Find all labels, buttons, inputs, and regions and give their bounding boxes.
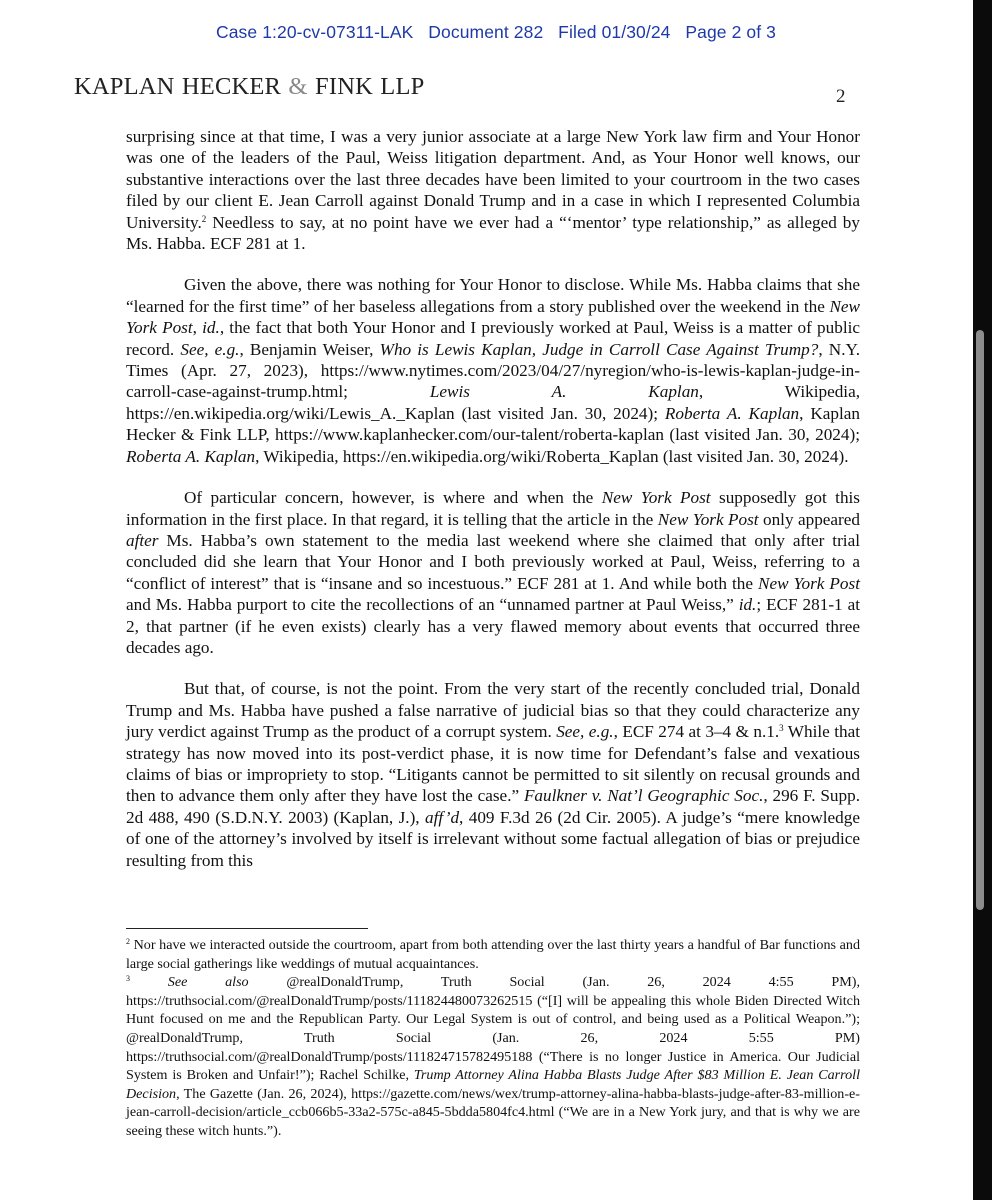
paragraph-3: Of particular concern, however, is where and when the New York Post supposedly got this information in the first place. In that regard, it is telling that the article in the New York Post only appeared after Ms. Habba’s own statement to the media last weekend where she claimed that only after trial concluded did she learn that Your Honor and I both previously worked at Paul, Weiss, referring to a “conflict of interest” that is “insane and so incestuous.” ECF 281 at 1. And while both the New York Post and Ms. Habba purport to cite the recollections of an “unnamed partner at Paul Weiss,” id.; ECF 281-1 at 2, that partner (if he even exists) clearly has a very flawed memory about events that occurred three decades ago.: [126, 488, 860, 657]
footnotes: [126, 936, 860, 1141]
letter-body: [126, 126, 860, 891]
firm-name-part-2: FINK LLP: [315, 73, 425, 100]
paragraph-1: surprising since at that time, I was a very junior associate at a large New York law firm and Your Honor was one of the leaders of the Paul, Weiss litigation department. And, as Your Honor well knows, our substantive interactions over the last three decades have been limited to your courtroom in the two cases filed by our client E. Jean Carroll against Donald Trump and in a case in which I represented Columbia University.$^2$ Needless to say, at no point have we ever had a “‘mentor’ type relationship,” as alleged by Ms. Habba. ECF 281 at 1.: [126, 127, 860, 254]
firm-ampersand: &: [288, 73, 308, 100]
footnote-ref-2: 2: [201, 213, 207, 224]
paragraph-2: Given the above, there was nothing for Your Honor to disclose. While Ms. Habba claims that she “learned for the first time” of her baseless allegations from a story published over the weekend in the New York Post, id., the fact that both Your Honor and I previously worked at Paul, Weiss is a matter of public record. See, e.g., Benjamin Weiser, Who is Lewis Kaplan, Judge in Carroll Case Against Trump?, N.Y. Times (Apr. 27, 2023), https://www.nytimes.com/2023/04/27/nyregion/who-is-lewis-kaplan-judge-in-carroll-case-against-trump.html; Lewis A. Kaplan, Wikipedia, https://en.wikipedia.org/wiki/Lewis_A._Kaplan (last visited Jan. 30, 2024); Roberta A. Kaplan, Kaplan Hecker & Fink LLP, https://www.kaplanhecker.com/our-talent/roberta-kaplan (last visited Jan. 30, 2024); Roberta A. Kaplan, Wikipedia, https://en.wikipedia.org/wiki/Roberta_Kaplan (last visited Jan. 30, 2024).: [126, 275, 861, 466]
footnote-divider: [126, 928, 368, 929]
footnote-3: $^3$ See also @realDonaldTrump, Truth Social (Jan. 26, 2024 4:55 PM), https://truthsocial.com/@realDonaldTrump/posts/111824480073262515 (“[I] will be appealing this whole Biden Directed Witch Hunt focused on me and the Republican Party. Our Legal System is out of control, and being used as a Political Weapon.”); @realDonaldTrump, Truth Social (Jan. 26, 2024 5:55 PM) https://truthsocial.com/@realDonaldTrump/posts/111824715782495188 (“There is no longer Justice in America. Our Judicial System is Broken and Unfair!”); Rachel Schilke, Trump Attorney Alina Habba Blasts Judge After $83 Million E. Jean Carroll Decision, The Gazette (Jan. 26, 2024), https://gazette.com/news/wex/trump-attorney-alina-habba-blasts-judge-after-83-million-e-jean-carroll-decision/article_ccb066b5-33a2-575c-a845-5bdda5804fc4.html (“We are in a New York jury, and that is why we are seeing these witch hunts.”).: [126, 974, 860, 1139]
firm-letterhead: [74, 73, 424, 101]
firm-name-part-1: KAPLAN HECKER: [74, 73, 282, 100]
ecf-header-stamp: Case 1:20-cv-07311-LAK Document 282 Filed 01/30/24 Page 2 of 3: [215, 22, 776, 42]
footnote-2: $^2$ Nor have we interacted outside the courtroom, apart from both attending over the last thirty years a handful of Bar functions and large social gatherings like weddings of mutual acquaintances.: [126, 937, 860, 972]
paragraph-4: But that, of course, is not the point. From the very start of the recently concluded trial, Donald Trump and Ms. Habba have pushed a false narrative of judicial bias so that they could characterize any jury verdict against Trump as the product of a corrupt system. See, e.g., ECF 274 at 3–4 & n.1.$^3$ While that strategy has now moved into its post-verdict phase, it is now time for Defendant’s false and vexatious claims of bias or impropriety to stop. “Litigants cannot be permitted to sit silently on recusal grounds and then to advance them only after they have lost the case.” Faulkner v. Nat’l Geographic Soc., 296 F. Supp. 2d 488, 490 (S.D.N.Y. 2003) (Kaplan, J.), aff’d, 409 F.3d 26 (2d Cir. 2005). A judge’s “mere knowledge of one of the attorney’s involved by itself is irrelevant without some factual allegation of bias or prejudice resulting from this: [126, 679, 861, 870]
footnote-ref-3: 3: [779, 723, 784, 734]
vertical-scrollbar[interactable]: [976, 330, 984, 910]
page-number: 2: [836, 86, 846, 107]
